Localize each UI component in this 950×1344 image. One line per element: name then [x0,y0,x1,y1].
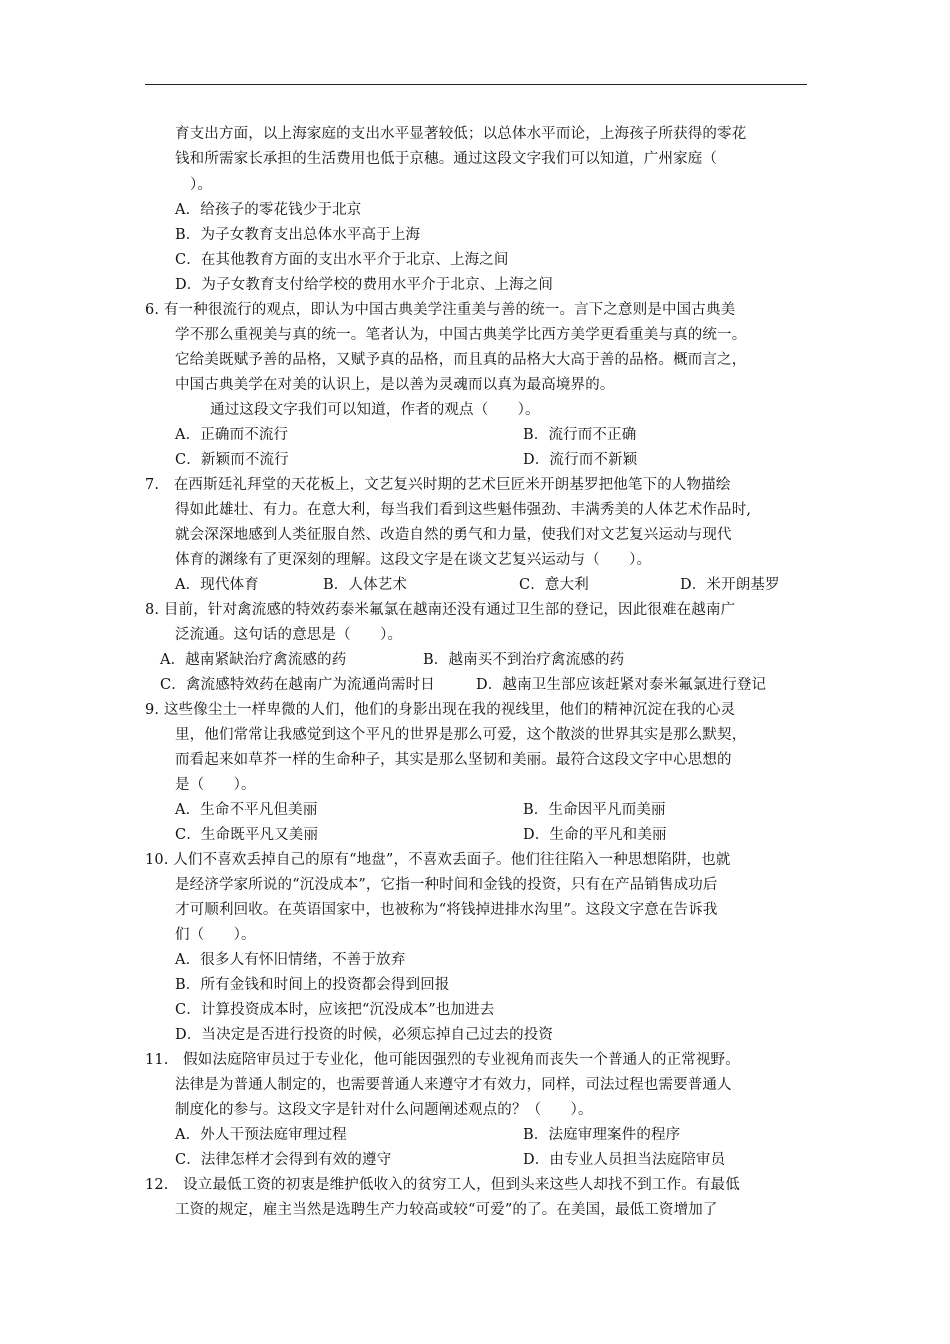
q10-line-1: 10. 人们不喜欢丢掉自己的原有“地盘”，不喜欢丢面子。他们往往陷入一种思想陷阱，也就 [145,852,731,868]
q9-option-a: A．生命不平凡但美丽 [175,802,318,818]
q5-option-a: A．给孩子的零花钱少于北京 [175,202,362,218]
q5-line-3: ）。 [190,177,213,193]
q8-line-1: 8. 目前，针对禽流感的特效药泰米氟氯在越南还没有通过卫生部的登记，因此很难在越南广 [145,602,736,618]
q10-line-4: 们（ ）。 [175,927,256,943]
q7-line-2: 得如此雄壮、有力。在意大利，每当我们看到这些魁伟强劲、丰满秀美的人体艺术作品时, [175,502,752,518]
q6-option-c: C．新颖而不流行 [175,452,289,468]
q6-option-a: A．正确而不流行 [175,427,289,443]
q5-line-2: 钱和所需家长承担的生活费用也低于京穗。通过这段文字我们可以知道，广州家庭（ [175,151,718,167]
q8-option-d: D．越南卫生部应该赶紧对泰米氟氯进行登记 [476,677,767,693]
q9-option-c: C．生命既平凡又美丽 [175,827,319,843]
q10-option-c: C．计算投资成本时，应该把“沉没成本”也加进去 [175,1002,495,1018]
q7-option-c: C．意大利 [519,577,589,593]
q10-option-b: B．所有金钱和时间上的投资都会得到回报 [175,977,450,993]
q5-option-d: D．为子女教育支付给学校的费用水平介于北京、上海之间 [175,277,554,293]
q10-option-a: A．很多人有怀旧情绪，不善于放弃 [175,952,406,968]
q10-option-d: D．当决定是否进行投资的时候，必须忘掉自己过去的投资 [175,1027,554,1043]
q9-option-d: D．生命的平凡和美丽 [523,827,667,843]
q11-option-b: B．法庭审理案件的程序 [523,1127,681,1143]
q7-option-b: B．人体艺术 [323,577,408,593]
q8-option-a: A．越南紧缺治疗禽流感的药 [160,652,347,668]
q8-option-c: C．禽流感特效药在越南广为流通尚需时日 [160,677,435,693]
q9-option-b: B．生命因平凡而美丽 [523,802,666,818]
q6-option-d: D．流行而不新颖 [523,452,638,468]
q12-line-1: 12. 设立最低工资的初衷是维护低收入的贫穷工人，但到头来这些人却找不到工作。有最低 [145,1177,740,1193]
q9-line-2: 里，他们常常让我感觉到这个平凡的世界是那么可爱，这个散淡的世界其实是那么默契， [175,727,747,743]
q6-line-3: 它给美既赋予善的品格，又赋予真的品格，而且真的品格大大高于善的品格。概而言之， [175,352,747,368]
q9-line-3: 而看起来如草芥一样的生命种子，其实是那么坚韧和美丽。最符合这段文字中心思想的 [175,752,732,768]
q6-line-1: 6. 有一种很流行的观点，即认为中国古典美学注重美与善的统一。言下之意则是中国古典美 [145,302,736,318]
q7-line-1: 7. 在西斯廷礼拜堂的天花板上，文艺复兴时期的艺术巨匠米开朗基罗把他笔下的人物描绘 [145,477,731,493]
q7-option-a: A．现代体育 [175,577,259,593]
q11-line-3: 制度化的参与。这段文字是针对什么问题阐述观点的？（ ）。 [175,1102,593,1118]
q9-line-1: 9. 这些像尘土一样卑微的人们，他们的身影出现在我的视线里，他们的精神沉淀在我的心灵 [145,702,736,718]
q6-line-4: 中国古典美学在对美的认识上，是以善为灵魂而以真为最高境界的。 [175,377,615,393]
q10-line-2: 是经济学家所说的“沉没成本”，它指一种时间和金钱的投资，只有在产品销售成功后 [175,877,718,893]
q12-line-2: 工资的规定，雇主当然是选聘生产力较高或较“可爱”的了。在美国，最低工资增加了 [175,1202,718,1218]
q5-option-c: C．在其他教育方面的支出水平介于北京、上海之间 [175,252,509,268]
q11-option-d: D．由专业人员担当法庭陪审员 [523,1152,726,1168]
q5-option-b: B．为子女教育支出总体水平高于上海 [175,227,421,243]
q8-line-2: 泛流通。这句话的意思是（ ）。 [175,627,403,643]
q6-option-b: B．流行而不正确 [523,427,637,443]
q11-line-1: 11. 假如法庭陪审员过于专业化，他可能因强烈的专业视角而丧失一个普通人的正常视野。 [145,1052,740,1068]
q8-option-b: B．越南买不到治疗禽流感的药 [423,652,625,668]
q10-line-3: 才可顺利回收。在英语国家中，也被称为“将钱掉进排水沟里”。这段文字意在告诉我 [175,902,718,918]
q9-line-4: 是（ ）。 [175,777,256,793]
q5-line-1: 育支出方面，以上海家庭的支出水平显著较低；以总体水平而论，上海孩子所获得的零花 [175,126,747,142]
q7-line-4: 体育的渊缘有了更深刻的理解。这段文字是在谈文艺复兴运动与（ ）。 [175,552,652,568]
q11-line-2: 法律是为普通人制定的，也需要普通人来遵守才有效力，同样，司法过程也需要普通人 [175,1077,732,1093]
q6-question: 通过这段文字我们可以知道，作者的观点（ ）。 [210,402,540,418]
header-rule [145,84,807,85]
q7-option-d: D．米开朗基罗 [680,577,780,593]
q7-line-3: 就会深深地感到人类征服自然、改造自然的勇气和力量，使我们对文艺复兴运动与现代 [175,527,732,543]
q11-option-a: A．外人干预法庭审理过程 [175,1127,347,1143]
q11-option-c: C．法律怎样才会得到有效的遵守 [175,1152,392,1168]
q6-line-2: 学不那么重视美与真的统一。笔者认为，中国古典美学比西方美学更看重美与真的统一。 [175,327,747,343]
